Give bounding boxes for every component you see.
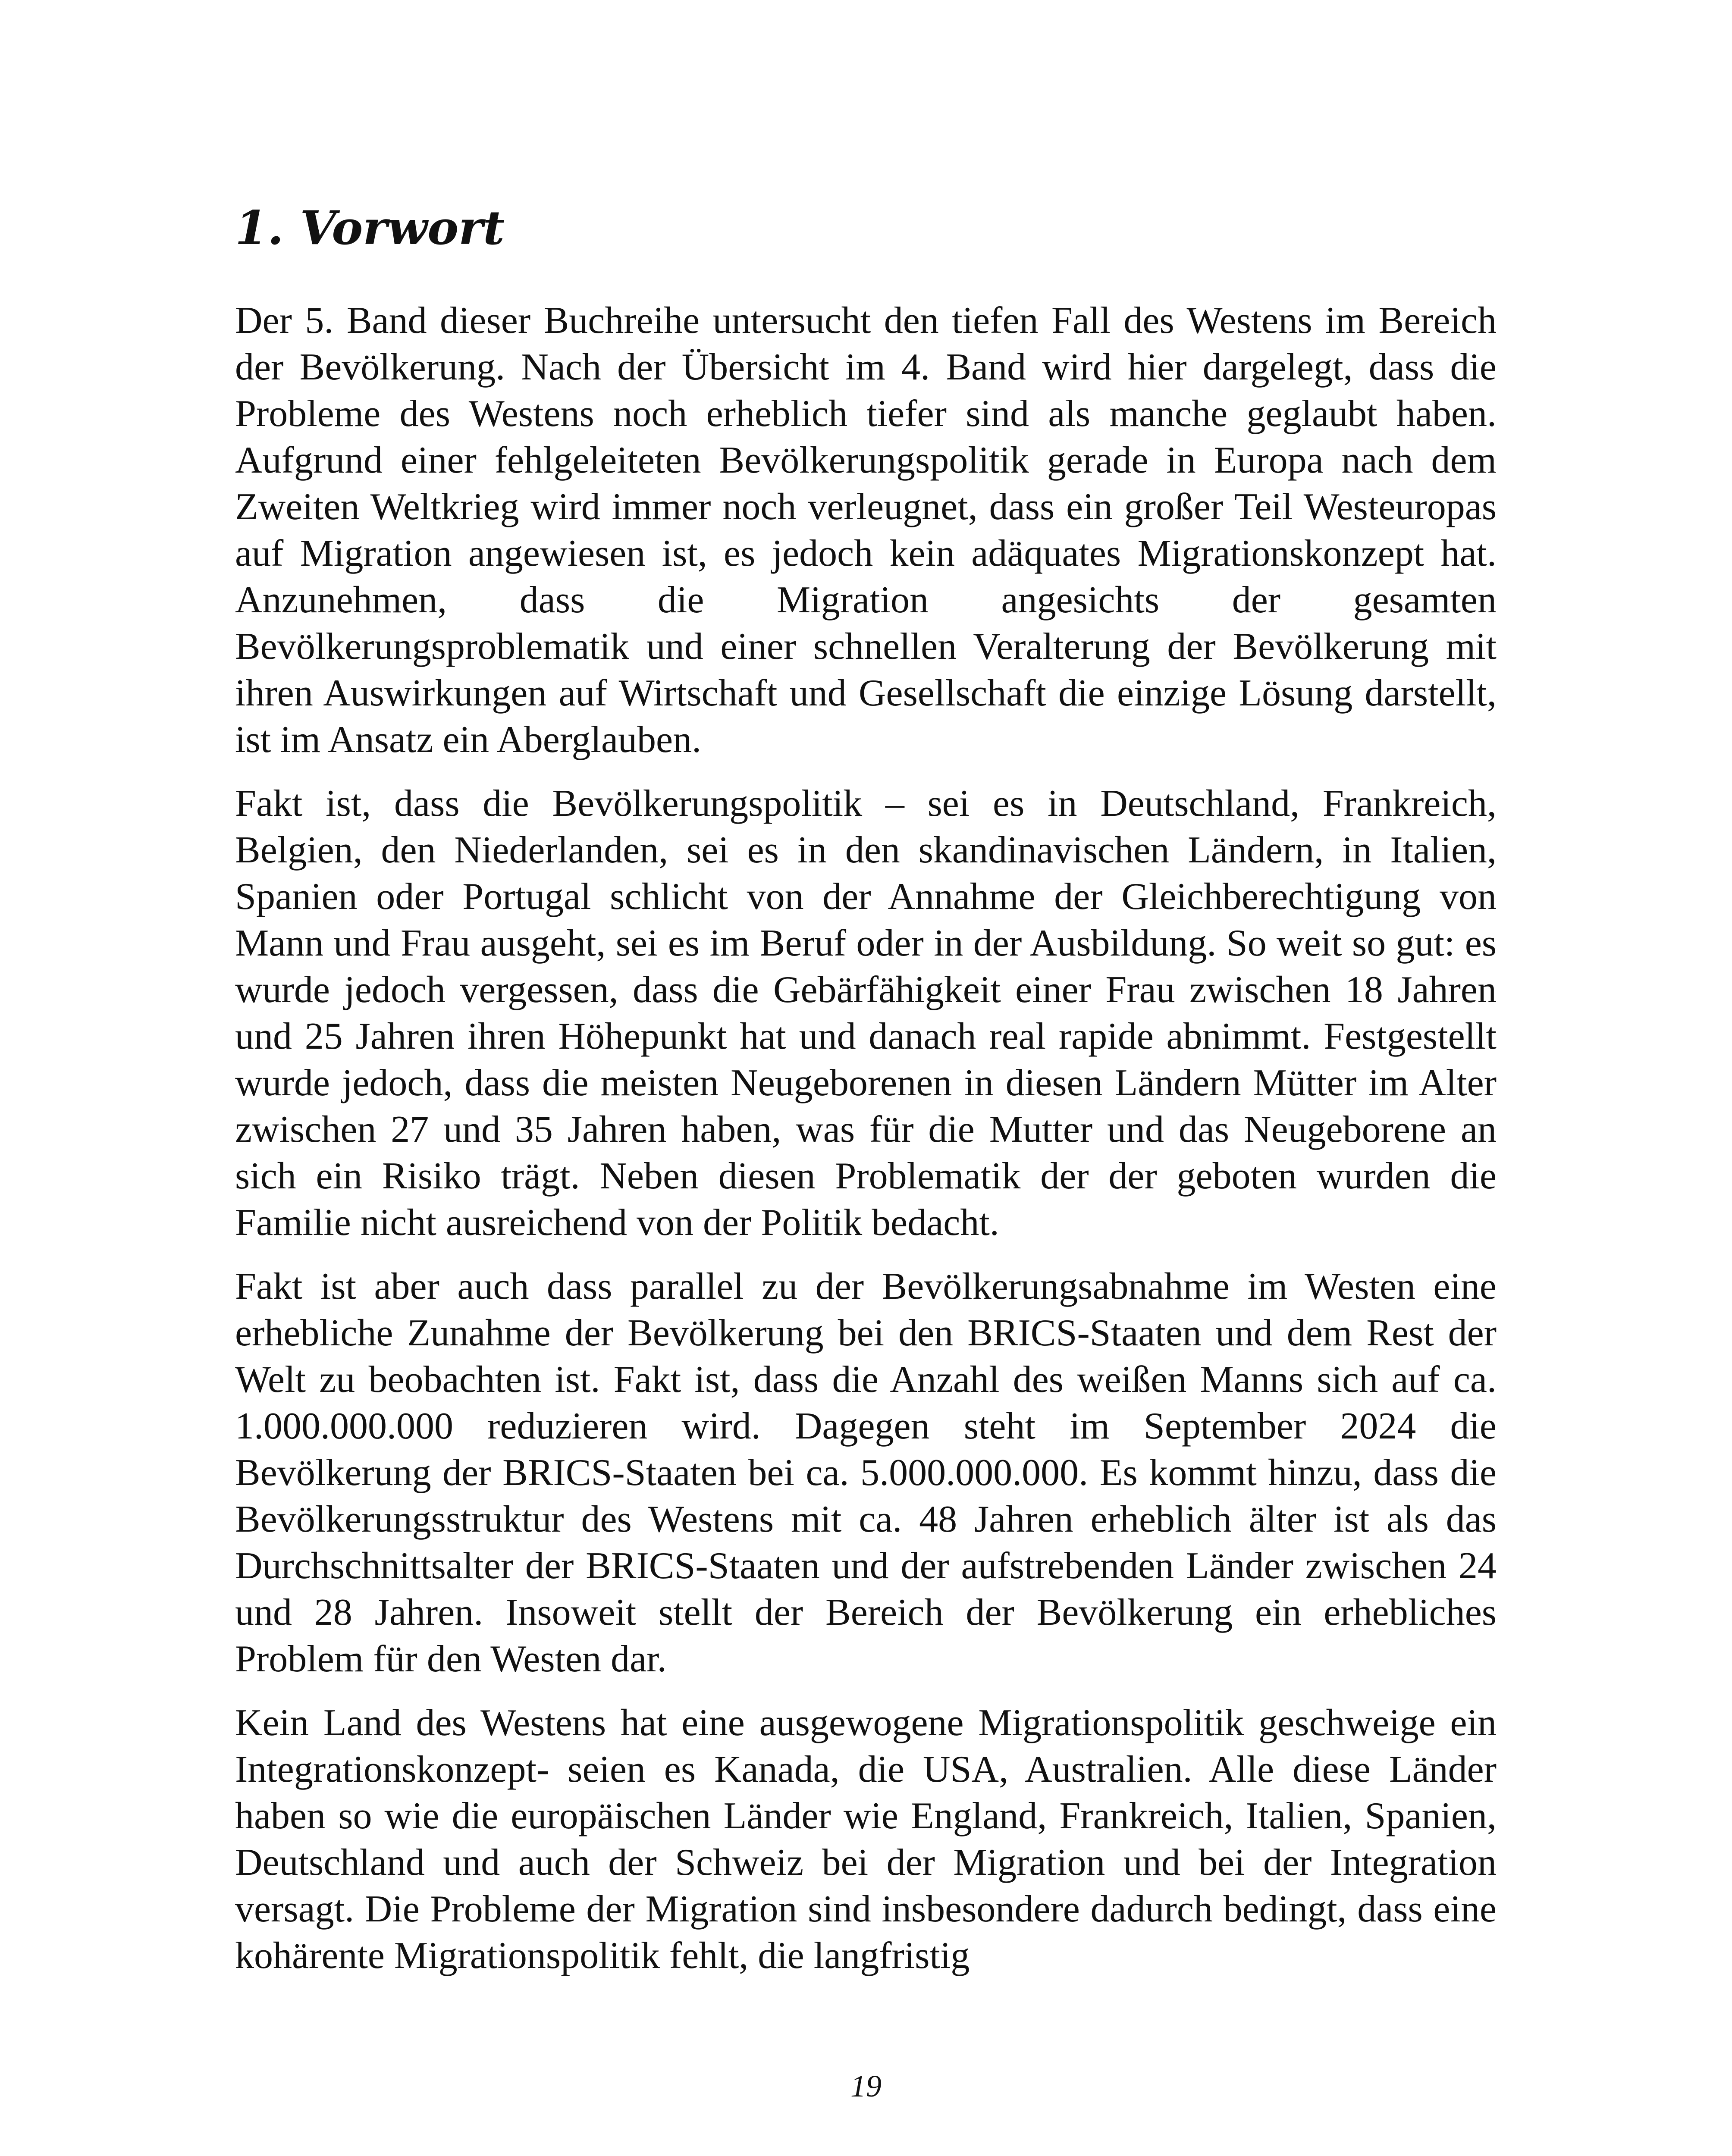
chapter-title: 1. Vorwort — [235, 201, 505, 255]
paragraph-4: Kein Land des Westens hat eine ausgewogene Migrationspolitik geschweige ein Integrationskonzept- seien es Kanada, die USA, Australien. Alle diese Länder haben so wie die europäischen Länder wie England, Frankreich, Italien, Spanien, Deutschland und auch der Schweiz bei der Migration und bei der Integration versagt. Die Probleme der Migration sind insbesondere dadurch bedingt, dass eine kohärente Migrationspolitik fehlt, die langfristig — [235, 1702, 1497, 1977]
paragraph-2: Fakt ist, dass die Bevölkerungspolitik – sei es in Deutschland, Frankreich, Belgien, den Niederlanden, sei es in den skandinavischen Ländern, in Italien, Spanien oder Portugal schlicht von der Annahme der Gleichberechtigung von Mann und Frau ausgeht, sei es im Beruf oder in der Ausbildung. So weit so gut: es wurde jedoch vergessen, dass die Gebärfähigkeit einer Frau zwischen 18 Jahren und 25 Jahren ihren Höhepunkt hat und danach real rapide abnimmt. Festgestellt wurde jedoch, dass die meisten Neugeborenen in diesen Ländern Mütter im Alter zwischen 27 und 35 Jahren haben, was für die Mutter und das Neugeborene an sich ein Risiko trägt. Neben diesen Problematik der der geboten wurden die Familie nicht ausreichend von der Politik bedacht. — [235, 783, 1497, 1244]
paragraph-3: Fakt ist aber auch dass parallel zu der Bevölkerungsabnahme im Westen eine erhebliche Zunahme der Bevölkerung bei den BRICS-Staaten und dem Rest der Welt zu beobachten ist. Fakt ist, dass die Anzahl des weißen Manns sich auf ca. 1.000.000.000 reduzieren wird. Dagegen steht im September 2024 die Bevölkerung der BRICS-Staaten bei ca. 5.000.000.000. Es kommt hinzu, dass die Bevölkerungsstruktur des Westens mit ca. 48 Jahren erheblich älter ist als das Durchschnittsalter der BRICS-Staaten und der aufstrebenden Länder zwischen 24 und 28 Jahren. Insoweit stellt der Bereich der Bevölkerung ein erhebliches Problem für den Westen dar. — [235, 1266, 1497, 1680]
body-text — [235, 298, 1497, 1996]
paragraph-1: Der 5. Band dieser Buchreihe untersucht den tiefen Fall des Westens im Bereich der Bevölkerung. Nach der Übersicht im 4. Band wird hier dargelegt, dass die Probleme des Westens noch erheblich tiefer sind als manche geglaubt haben. Aufgrund einer fehlgeleiteten Bevölkerungspolitik gerade in Europa nach dem Zweiten Weltkrieg wird immer noch verleugnet, dass ein großer Teil Westeuropas auf Migration angewiesen ist, es jedoch kein adäquates Migrationskonzept hat. Anzunehmen, dass die Migration angesichts der gesamten Bevölkerungsproblematik und einer schnellen Veralterung der Bevölkerung mit ihren Auswirkungen auf Wirtschaft und Gesellschaft die einzige Lösung darstellt, ist im Ansatz ein Aberglauben. — [235, 300, 1497, 761]
page-number: 19 — [850, 2069, 882, 2103]
